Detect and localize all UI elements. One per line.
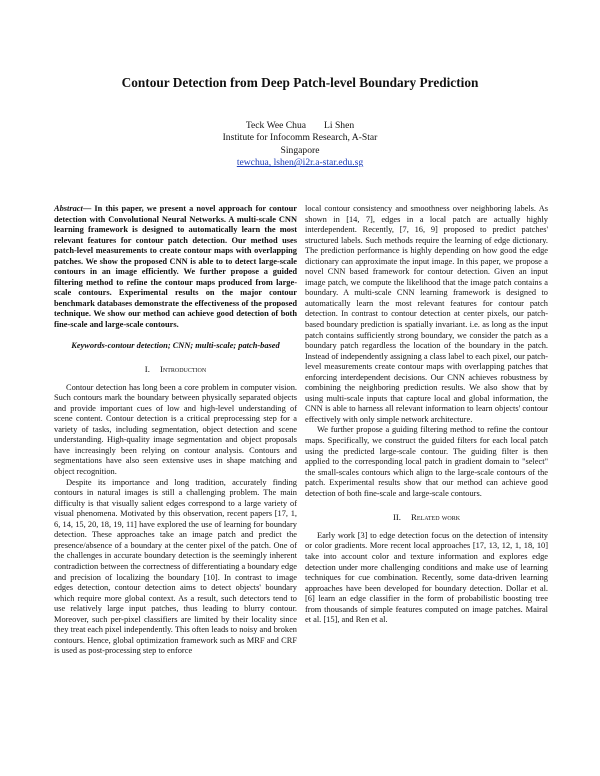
affiliation: Institute for Infocomm Research, A-Star <box>222 132 378 144</box>
intro-paragraph-2: Despite its importance and long tradition, accurately finding contours in natural images is still a challenging problem. The main difficulty is that visually salient edges correspond to a large variety of visual phenomena. Motivated by this observation, recent papers [17, 1, 6, 14, 15, 20, 18, 19, 11] have explored the use of learning for boundary detection. These approaches take an image patch and predict the presence/absence of a boundary at the center pixel of the patch. One of the challenges in accurate boundary detection is the seemingly inherent contradiction between the correctness of differentiating a boundary edge and precision of localizing the boundary [10]. In contrast to image edges detection, contour detection aims to detect objects' boundary which require more global context. As a result, such detectors tend to use relatively large input patches, thus leading to blurry contour. Moreover, such per-pixel classifiers are limited by their locality since they treat each pixel independently. This often leads to noisy and broken contours. Hence, global optimization framework such as MRF and CRF is used as post-processing step to enforce <box>54 477 297 656</box>
keywords: Keywords-contour detection; CNN; multi-scale; patch-based <box>71 340 280 350</box>
author-name: Teck Wee Chua <box>245 120 307 131</box>
section-title: Introduction <box>159 364 207 375</box>
abstract-dash: — <box>82 204 95 213</box>
intro-paragraph-3: local contour consistency and smoothness over neighboring labels. As shown in [14, 7], edges in a local patch are actually highly interdependent. Recently, [7, 16, 9] proposed to predict patches' structured labels. Such methods require the learning of edge dictionary. The prediction performance is highly depending on how good the edge dictionary can approximate the input image. In this paper, we propose a novel CNN based framework for contour detection. Given an input image patch, we compute the likelihood that the image patch contains a boundary. A multi-scale CNN learning framework is designed to automatically learn the most relevant features for contour patch detection. In contrast to contour detection at center pixels, our patch-based boundary prediction is spatially invariant. i.e. as long as the input patch contains sufficiently strong boundary, we consider the patch as a boundary patch regardless the location of the boundary in the patch. Instead of independently assigning a class label to each pixel, our patch-level measurements create contour maps with overlapping patches that enforcing interdependent decisions. Our CNN achieves robustness by combining the neighboring prediction results. We also show that by using multi-scale inputs that capture local and global information, the CNN is able to harness all relevant information to learn objects' contour effectively with only simple network architecture. <box>305 204 548 424</box>
abstract-text: In this paper, we present a novel approach for contour detection with Convolutional Neural Networks. A multi-scale CNN learning framework is designed to automatically learn the most relevant features for contour patch detection. Our method uses patch-level measurements to create contour maps with overlapping patches. We show the proposed CNN is able to to detect large-scale contours in an image efficiently. We further propose a guided filtering method to refine the contour maps produced from large-scale contours. Experimental results on the major contour benchmark databases demonstrate the effectiveness of the proposed technique. We show our method can achieve good detection of both fine-scale and large-scale contours. <box>54 204 297 330</box>
section-title: Related work <box>411 512 461 523</box>
author-name: Li Shen <box>324 120 355 131</box>
email-link[interactable]: tewchua, lshen@i2r.a-star.edu.sg <box>236 157 364 169</box>
author-names <box>0 120 600 132</box>
section-number: II. <box>392 512 401 523</box>
section-heading-related-work <box>305 512 548 523</box>
right-column <box>305 204 548 626</box>
section-heading-introduction <box>54 364 297 375</box>
author-block <box>0 120 600 170</box>
section-number: I. <box>144 364 150 375</box>
related-paragraph-1: Early work [3] to edge detection focus on the detection of intensity or color gradients. More recent local approaches [17, 13, 12, 1, 18, 10] take into account color and texture information and explores edge detection under more challenging conditions and make use of learning techniques for cue combination. Recently, some data-driven learning approaches have been developed for boundary detection. Dollar et al. [6] learn an edge classifier in the form of probabilistic boosting tree from thousands of simple features computed on image patches. Mairal et al. [15], and Ren et al. <box>305 530 548 625</box>
abstract <box>54 204 297 331</box>
paper-title: Contour Detection from Deep Patch-level Boundary Prediction <box>121 75 479 90</box>
left-column <box>54 204 297 657</box>
intro-paragraph-1: Contour detection has long been a core problem in computer vision. Such contours mark the boundary between physically separated objects and provide important cues of low and high-level understanding of scene content. Contour detection is a critical preprocessing step for a variety of tasks, including segmentation, object detection and scene understanding. High-quality image segmentation and object proposals have increasingly been relying on contour analysis. Contours and segmentations have also seen extensive uses in shape matching and object recognition. <box>54 382 297 477</box>
intro-paragraph-4: We further propose a guiding filtering method to refine the contour maps. Specifically, we construct the guided filters for each local patch using the predicted large-scale contour. The guiding filter is then applied to the corresponding local patch in gradient domain to "select" the small-scales contours which align to the large-scale contours of the patch. Experimental results show that our method can achieve good detection of both fine-scale and large-scale contours. <box>305 425 548 498</box>
abstract-label: Abstract <box>54 204 83 213</box>
country: Singapore <box>280 144 320 156</box>
